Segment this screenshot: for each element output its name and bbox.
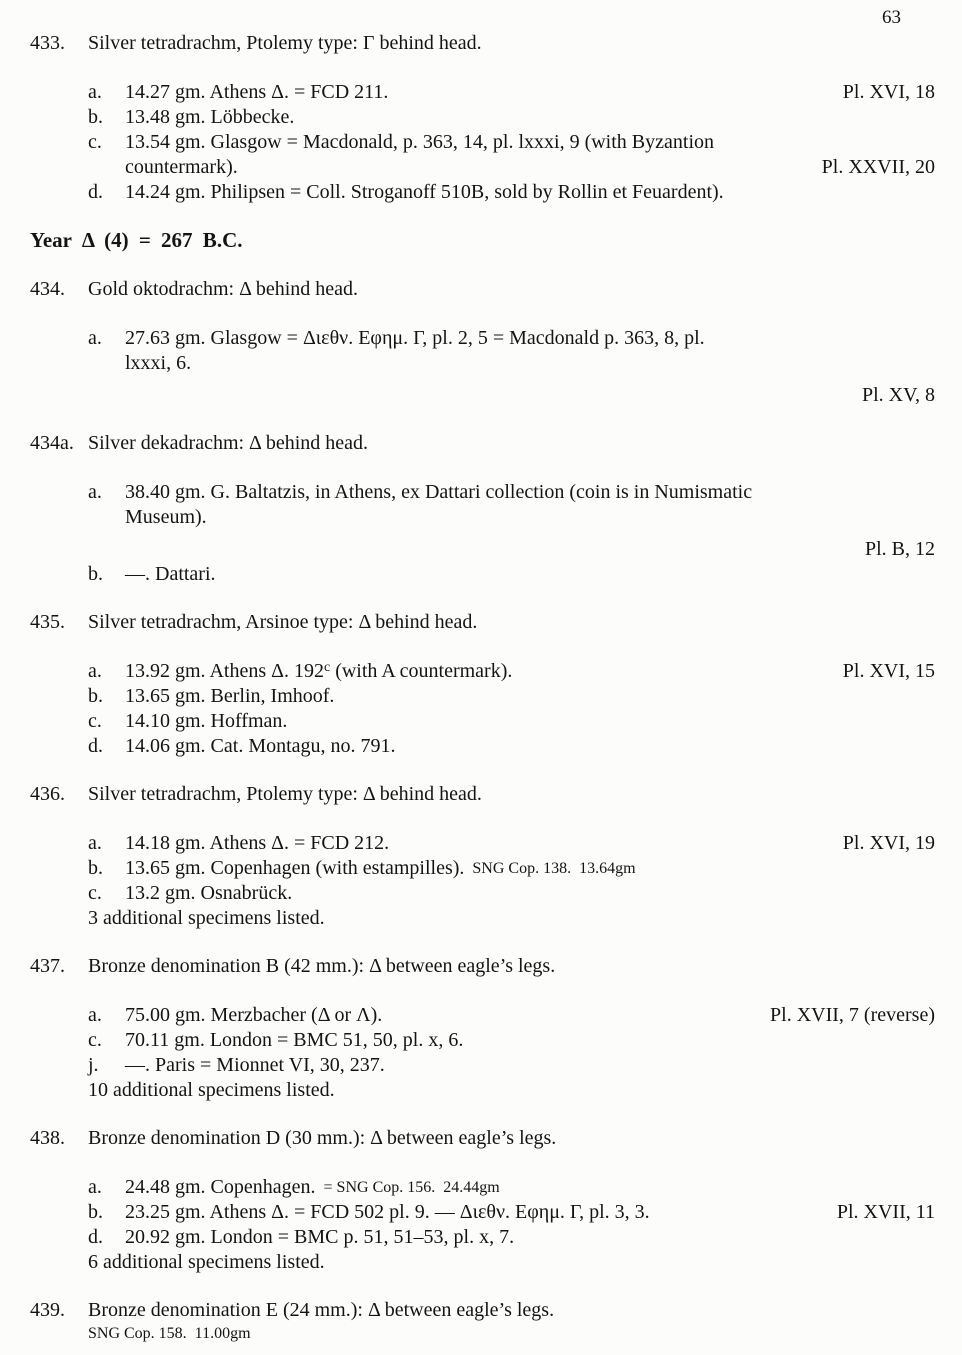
list-item-continuation — [125, 505, 935, 530]
sng-annotation: = SNG Cop. 156. 24.44gm — [323, 1179, 500, 1196]
additional-specimens-note: 10 additional specimens listed. — [88, 1079, 335, 1101]
entry-number: 439. — [30, 1299, 65, 1321]
item-letter: b. — [88, 1201, 103, 1223]
list-item — [88, 180, 935, 205]
list-item — [88, 709, 935, 734]
plate-reference: Pl. XXVII, 20 — [821, 156, 935, 178]
entry-437 — [30, 953, 935, 1103]
list-item — [88, 1003, 935, 1028]
specimen-list — [88, 831, 935, 931]
list-item — [88, 80, 935, 105]
entry-435 — [30, 609, 935, 759]
specimen-list — [88, 480, 935, 587]
item-letter: a. — [88, 660, 102, 682]
item-letter: b. — [88, 685, 103, 707]
item-text — [125, 659, 512, 684]
entry-heading-text: Silver tetradrachm, Ptolemy type: Γ behind head. — [88, 32, 482, 54]
item-text: 13.65 gm. Copenhagen (with estampilles). — [125, 857, 465, 879]
plate-reference-line — [88, 383, 935, 408]
list-item — [88, 881, 935, 906]
list-item — [88, 1028, 935, 1053]
item-letter: b. — [88, 857, 103, 879]
item-text: 14.18 gm. Athens Δ. = FCD 212. — [125, 832, 390, 854]
specimen-list — [88, 1003, 935, 1103]
list-item — [88, 684, 935, 709]
list-item — [88, 831, 935, 856]
item-letter: a. — [88, 481, 102, 503]
plate-reference: Pl. XV, 8 — [862, 384, 935, 406]
entry-heading-text: Gold oktodrachm: Δ behind head. — [88, 278, 359, 300]
plate-reference: Pl. XVI, 15 — [842, 660, 935, 682]
specimen-list — [88, 326, 935, 408]
plate-reference: Pl. B, 12 — [864, 538, 935, 560]
item-text: Museum). — [125, 506, 207, 528]
item-text: 13.48 gm. Löbbecke. — [125, 106, 295, 128]
plate-reference: Pl. XVI, 18 — [842, 81, 935, 103]
item-text: lxxxi, 6. — [125, 352, 192, 374]
item-text: —. Paris = Mionnet VI, 30, 237. — [125, 1054, 385, 1076]
item-text: 13.65 gm. Berlin, Imhoof. — [125, 685, 335, 707]
superscript-c: c — [323, 660, 331, 675]
plate-reference: Pl. XVII, 11 — [836, 1201, 935, 1223]
item-letter: b. — [88, 563, 103, 585]
item-letter: d. — [88, 1226, 103, 1248]
entry-number: 435. — [30, 611, 65, 633]
entry-number: 437. — [30, 955, 65, 977]
specimen-list — [88, 659, 935, 759]
page-number: 63 — [882, 7, 901, 28]
entry-434a — [30, 430, 935, 587]
entry-heading-text: Silver dekadrachm: Δ behind head. — [88, 432, 368, 454]
entry-number: 436. — [30, 783, 65, 805]
sng-annotation: SNG Cop. 138. 13.64gm — [472, 860, 636, 877]
item-letter: j. — [88, 1054, 99, 1076]
list-item — [88, 734, 935, 759]
additional-specimens-note: 6 additional specimens listed. — [88, 1251, 325, 1273]
list-item — [88, 856, 935, 881]
item-text: 14.27 gm. Athens Δ. = FCD 211. — [125, 81, 389, 103]
item-letter: c. — [88, 882, 102, 904]
list-item — [88, 1175, 935, 1200]
item-text: 13.54 gm. Glasgow = Macdonald, p. 363, 14, pl. lxxxi, 9 (with Byzantion — [125, 131, 715, 153]
item-text: 23.25 gm. Athens Δ. = FCD 502 pl. 9. — Διεθν. Εφημ. Γ, pl. 3, 3. — [125, 1201, 650, 1223]
list-item — [88, 130, 935, 155]
item-letter: c. — [88, 710, 102, 732]
item-letter: b. — [88, 106, 103, 128]
item-text-post: (with A countermark). — [330, 660, 513, 682]
list-item — [88, 562, 935, 587]
entry-439 — [30, 1297, 935, 1345]
entry-number: 433. — [30, 32, 65, 54]
plate-reference-line — [88, 537, 935, 562]
item-text: 27.63 gm. Glasgow = Διεθν. Εφημ. Γ, pl. 2, 5 = Macdonald p. 363, 8, pl. — [125, 327, 705, 349]
year-heading: Year Δ (4) = 267 B.C. — [30, 228, 243, 252]
entry-number: 438. — [30, 1127, 65, 1149]
entry-heading — [30, 1297, 935, 1323]
entry-heading — [30, 30, 935, 56]
item-letter: a. — [88, 1176, 102, 1198]
additional-specimens-note: 3 additional specimens listed. — [88, 907, 325, 929]
list-item — [88, 105, 935, 130]
item-text: 70.11 gm. London = BMC 51, 50, pl. x, 6. — [125, 1029, 464, 1051]
item-text: 14.10 gm. Hoffman. — [125, 710, 288, 732]
entry-heading-text: Bronze denomination D (30 mm.): Δ between eagle’s legs. — [88, 1127, 557, 1149]
item-letter: a. — [88, 1004, 102, 1026]
entry-heading — [30, 609, 935, 635]
entry-heading — [30, 1125, 935, 1151]
specimen-list — [88, 80, 935, 205]
item-text: 20.92 gm. London = BMC p. 51, 51–53, pl. x, 7. — [125, 1226, 515, 1248]
entry-438 — [30, 1125, 935, 1275]
plate-reference: Pl. XVII, 7 (reverse) — [770, 1004, 935, 1026]
item-text: 14.24 gm. Philipsen = Coll. Stroganoff 510B, sold by Rollin et Feuardent). — [125, 181, 724, 203]
sng-annotation: SNG Cop. 158. 11.00gm — [88, 1325, 251, 1342]
list-item — [88, 1053, 935, 1078]
item-text: 75.00 gm. Merzbacher (Δ or Λ). — [125, 1004, 383, 1026]
item-text-pre: 13.92 gm. Athens Δ. 192 — [125, 660, 324, 682]
list-item — [88, 480, 935, 505]
item-letter: c. — [88, 131, 102, 153]
entry-436 — [30, 781, 935, 931]
list-item — [88, 1200, 935, 1225]
item-letter: c. — [88, 1029, 102, 1051]
specimen-list — [88, 1175, 935, 1275]
entry-heading — [30, 953, 935, 979]
list-item — [88, 1225, 935, 1250]
item-letter: d. — [88, 735, 103, 757]
list-item — [88, 326, 935, 351]
entry-heading — [30, 276, 935, 302]
list-item-continuation — [125, 351, 935, 376]
entry-heading — [30, 781, 935, 807]
item-text: countermark). — [125, 156, 238, 178]
list-item — [88, 659, 935, 684]
item-text: 14.06 gm. Cat. Montagu, no. 791. — [125, 735, 396, 757]
list-item-continuation — [125, 155, 935, 180]
item-letter: a. — [88, 832, 102, 854]
entry-heading-text: Silver tetradrachm, Ptolemy type: Δ behind head. — [88, 783, 482, 805]
entry-heading-text: Silver tetradrachm, Arsinoe type: Δ behind head. — [88, 611, 478, 633]
item-text: —. Dattari. — [125, 563, 216, 585]
item-text: 38.40 gm. G. Baltatzis, in Athens, ex Dattari collection (coin is in Numismatic — [125, 481, 753, 503]
entry-434 — [30, 276, 935, 408]
entry-heading-text: Bronze denomination B (42 mm.): Δ between eagle’s legs. — [88, 955, 556, 977]
item-letter: a. — [88, 81, 102, 103]
entry-number: 434a. — [30, 432, 74, 454]
entry-heading-text: Bronze denomination E (24 mm.): Δ between eagle’s legs. — [88, 1299, 555, 1321]
entry-433 — [30, 30, 935, 205]
item-letter: a. — [88, 327, 102, 349]
entry-number: 434. — [30, 278, 65, 300]
entry-heading — [30, 430, 935, 456]
item-text: 13.2 gm. Osnabrück. — [125, 882, 293, 904]
item-text: 24.48 gm. Copenhagen. — [125, 1176, 316, 1198]
item-letter: d. — [88, 181, 103, 203]
plate-reference: Pl. XVI, 19 — [842, 832, 935, 854]
